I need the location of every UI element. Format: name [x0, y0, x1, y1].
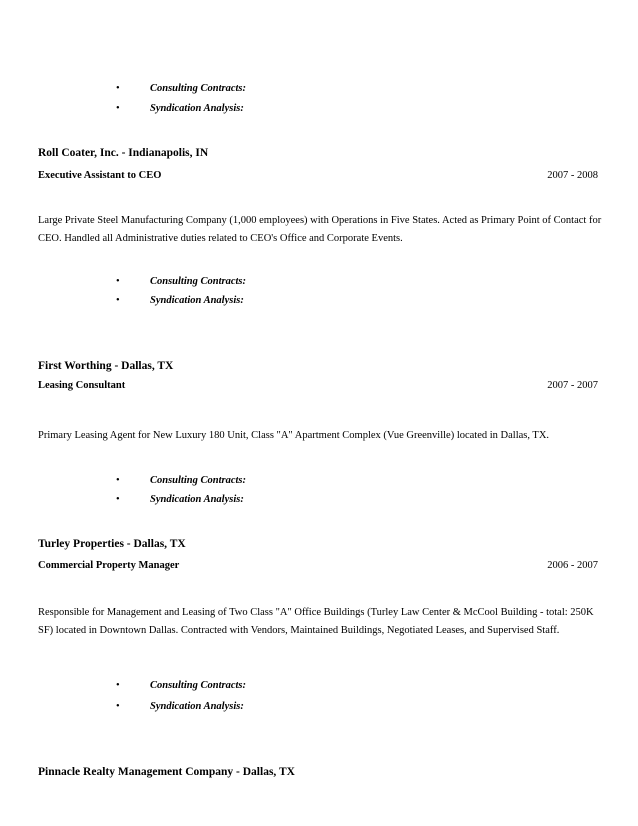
bullet-dot-icon: • — [116, 276, 120, 287]
job-dates: 2006 - 2007 — [547, 560, 598, 571]
bullet-item: Consulting Contracts: — [150, 276, 246, 287]
bullet-dot-icon: • — [116, 103, 120, 114]
bullet-item: Syndication Analysis: — [150, 494, 244, 505]
bullet-item: Syndication Analysis: — [150, 103, 244, 114]
bullet-dot-icon: • — [116, 83, 120, 94]
company-heading: First Worthing - Dallas, TX — [38, 360, 174, 372]
job-description: Primary Leasing Agent for New Luxury 180 Unit, Class "A" Apartment Complex (Vue Greenville) located in Dallas, TX. — [38, 430, 550, 441]
bullet-dot-icon: • — [116, 680, 120, 691]
job-description: Large Private Steel Manufacturing Company (1,000 employees) with Operations in Five States. Acted as Primary Point of Contact for CEO. Handled all Administrative duties related to CEO's Office and Corporate Events. — [38, 215, 602, 244]
bullet-dot-icon: • — [116, 295, 120, 306]
bullet-item: Consulting Contracts: — [150, 475, 246, 486]
job-dates: 2007 - 2007 — [547, 380, 598, 391]
job-title: Leasing Consultant — [38, 380, 126, 391]
bullet-item: Syndication Analysis: — [150, 295, 244, 306]
bullet-item: Syndication Analysis: — [150, 701, 244, 712]
job-dates: 2007 - 2008 — [547, 170, 598, 181]
bullet-item: Consulting Contracts: — [150, 83, 246, 94]
bullet-item: Consulting Contracts: — [150, 680, 246, 691]
company-heading: Roll Coater, Inc. - Indianapolis, IN — [38, 147, 209, 159]
bullet-dot-icon: • — [116, 494, 120, 505]
company-heading: Turley Properties - Dallas, TX — [38, 538, 186, 550]
job-title: Commercial Property Manager — [38, 560, 180, 571]
job-description: Responsible for Management and Leasing of Two Class "A" Office Buildings (Turley Law Center & McCool Building - total: 250K SF) located in Downtown Dallas. Contracted with Vendors, Maintained Buildings, Negotiated Leases, and Supervised Staff. — [38, 607, 594, 636]
bullet-dot-icon: • — [116, 701, 120, 712]
job-title: Executive Assistant to CEO — [38, 170, 162, 181]
bullet-dot-icon: • — [116, 475, 120, 486]
company-heading: Pinnacle Realty Management Company - Dallas, TX — [38, 766, 295, 778]
